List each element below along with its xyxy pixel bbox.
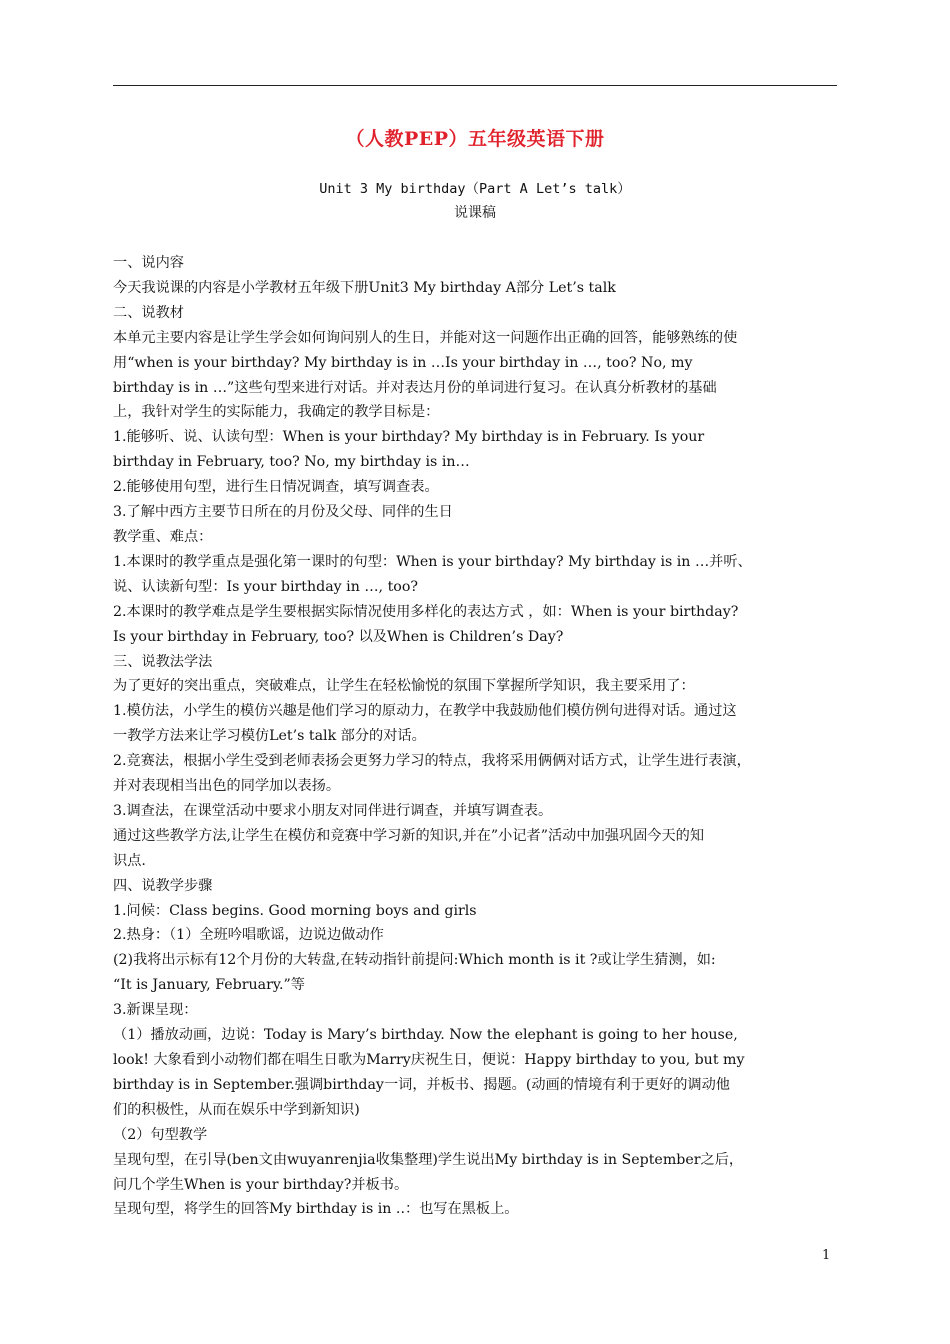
text-line: 为了更好的突出重点，突破难点，让学生在轻松愉悦的氛围下掌握所学知识，我主要采用了： [113, 678, 695, 695]
document-body [113, 251, 837, 1222]
text-line: 通过这些教学方法,让学生在模仿和竞赛中学习新的知识,并在”小记者”活动中加强巩固今天的知 [113, 827, 705, 844]
text-line: 呈现句型，将学生的回答My birthday is in ..：也写在黑板上。 [113, 1201, 519, 1218]
text-line: 说、认读新句型：Is your birthday in …, too? [113, 578, 418, 595]
text-line: look! 大象看到小动物们都在唱生日歌为Marry庆祝生日，便说：Happy birthday to you, but my [113, 1052, 745, 1068]
text-line: 2.能够使用句型，进行生日情况调查，填写调查表。 [113, 479, 439, 496]
text-line: 三、说教法学法 [113, 653, 213, 670]
page-number: 1 [822, 1248, 831, 1263]
text-line: 1.问候：Class begins. Good morning boys and girls [113, 902, 477, 919]
text-line: 二、说教材 [113, 304, 184, 321]
text-line: 2.本课时的教学难点是学生要根据实际情况使用多样化的表达方式 ，如：When is your birthday? [113, 603, 739, 620]
text-line: 1.模仿法，小学生的模仿兴趣是他们学习的原动力，在教学中我鼓励他们模仿例句进得对话。通过这 [113, 703, 737, 720]
text-line: 识点. [113, 852, 146, 869]
text-line: 四、说教学步骤 [113, 877, 213, 894]
text-line: birthday in February, too? No, my birthday is in… [113, 454, 470, 471]
text-line: 今天我说课的内容是小学教材五年级下册Unit3 My birthday A部分 Let’s talk [113, 279, 616, 296]
text-line: 教学重、难点： [113, 528, 213, 545]
text-line: “It is January, February.”等 [113, 977, 305, 994]
text-line: 上，我针对学生的实际能力，我确定的教学目标是： [113, 404, 440, 421]
document-subtitle: Unit 3 My birthday（Part A Let’s talk） [319, 181, 631, 197]
text-line: (2)我将出示标有12个月份的大转盘,在转动指针前提问:Which month is it ?或让学生猜测，如: [113, 952, 716, 969]
text-line: 3.了解中西方主要节日所在的月份及父母、同伴的生日 [113, 504, 453, 521]
document-subtitle-type: 说课稿 [454, 205, 496, 221]
text-line: 一教学方法来让学习模仿Let’s talk 部分的对话。 [113, 728, 426, 745]
text-line: 1.本课时的教学重点是强化第一课时的句型：When is your birthday? My birthday is in …并听、 [113, 553, 752, 570]
text-line: 问几个学生When is your birthday?并板书。 [113, 1176, 409, 1193]
text-line: 呈现句型，在引导(ben文由wuyanrenjia收集整理)学生说出My birthday is in September之后， [113, 1151, 744, 1168]
text-line: （2）句型教学 [113, 1126, 208, 1143]
text-line: 2.热身：（1）全班吟唱歌谣，边说边做动作 [113, 927, 384, 944]
document-title: （人教PEP）五年级英语下册 [345, 128, 605, 150]
text-line: 们的积极性，从而在娱乐中学到新知识) [113, 1101, 360, 1118]
text-line: 并对表现相当出色的同学加以表扬。 [113, 778, 341, 795]
text-line: 2.竞赛法，根据小学生受到老师表扬会更努力学习的特点，我将采用俩俩对话方式，让学生进行表演， [113, 753, 751, 770]
text-line: birthday is in September.强调birthday一词，并板书、揭题。(动画的情境有利于更好的调动他 [113, 1076, 730, 1093]
text-line: 用“when is your birthday? My birthday is in …Is your birthday in …, too? No, my [113, 354, 693, 371]
text-line: （1）播放动画，边说：Today is Mary’s birthday. Now the elephant is going to her house, [113, 1027, 738, 1044]
text-line: 本单元主要内容是让学生学会如何询问别人的生日，并能对这一问题作出正确的回答，能够熟练的使 [113, 329, 738, 346]
text-line: birthday is in …”这些句型来进行对话。并对表达月份的单词进行复习。在认真分析教材的基础 [113, 379, 717, 396]
text-line: 3.新课呈现： [113, 1002, 198, 1019]
text-line: Is your birthday in February, too? 以及When is Children’s Day? [113, 628, 564, 645]
text-line: 一、说内容 [113, 255, 184, 271]
text-line: 1.能够听、说、认读句型：When is your birthday? My birthday is in February. Is your [113, 429, 705, 446]
header-rule [113, 85, 837, 86]
text-line: 3.调查法，在课堂活动中要求小朋友对同伴进行调查，并填写调查表。 [113, 802, 553, 819]
